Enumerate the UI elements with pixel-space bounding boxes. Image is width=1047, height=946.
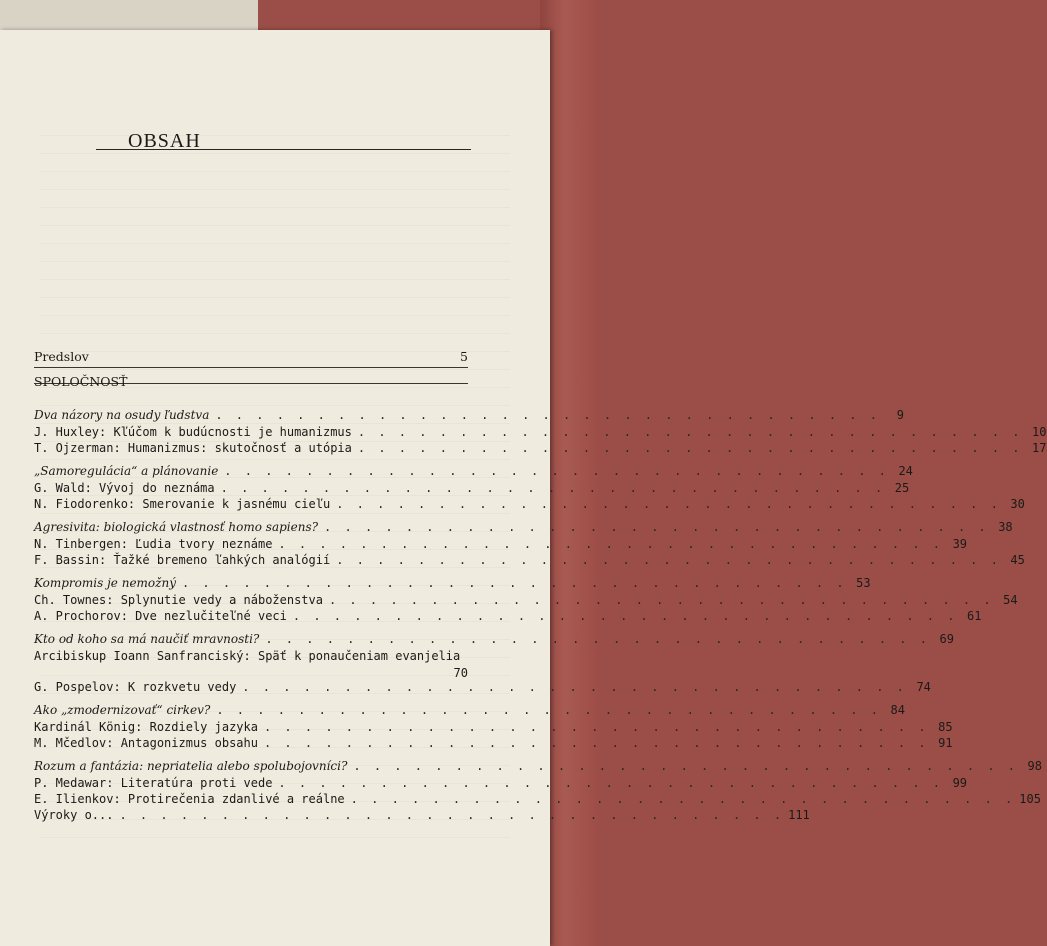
- toc-page-number: 24: [898, 464, 913, 478]
- toc-entry: [34, 680, 931, 696]
- toc-entry: [34, 441, 1047, 457]
- toc-entry-title: Kto od koho sa má naučiť mravnosti?: [34, 632, 260, 646]
- toc-entry-title: Kompromis je nemožný: [34, 576, 176, 590]
- toc-leader-dots: . . . . . . . . . . . . . . . . . . . . . . . . . . . . . . . . .: [336, 553, 1001, 567]
- toc-entry-title: N. Fiodorenko: Smerovanie k jasnému cieľu: [34, 497, 331, 511]
- toc-entry-title: Výroky o...: [34, 808, 114, 822]
- toc-leader-dots: . . . . . . . . . . . . . . . . . . . . . . . . . . . . . . . . .: [324, 520, 989, 534]
- toc-page-number: 30: [1010, 497, 1025, 511]
- toc-page-number: 25: [894, 481, 910, 495]
- toc-entry: [34, 464, 913, 480]
- toc-entry: [34, 808, 810, 824]
- book-page: [0, 30, 1047, 946]
- toc-page-number: 74: [916, 680, 931, 694]
- toc-entry: [34, 609, 982, 625]
- toc-leader-dots: . . . . . . . . . . . . . . . . . . . . . . . . . . . . . . . . .: [328, 593, 994, 607]
- toc-entry: [34, 649, 468, 683]
- toc-page-number: 9: [896, 408, 904, 422]
- toc-entry-title: „Samoregulácia“ a plánovanie: [34, 464, 219, 478]
- toc-page-number: 45: [1010, 553, 1025, 567]
- toc-entry: [34, 720, 953, 736]
- toc-leader-dots: . . . . . . . . . . . . . . . . . . . . . . . . . . . . . . . . .: [181, 576, 847, 590]
- toc-leader-dots: . . . . . . . . . . . . . . . . . . . . . . . . . . . . . . . . .: [216, 703, 881, 717]
- toc-page-number: 61: [967, 609, 982, 623]
- toc-entry: [34, 759, 1042, 775]
- toc-entry: [34, 736, 953, 752]
- toc-entry: [34, 553, 1025, 569]
- toc-leader-dots: . . . . . . . . . . . . . . . . . . . . . . . . . . . . . . . . .: [220, 481, 886, 495]
- toc-entry-title: Rozum a fantázia: nepriatelia alebo spolubojovníci?: [34, 759, 348, 773]
- toc-page-number: 69: [939, 632, 954, 646]
- toc-entry-title: A. Prochorov: Dve nezlučiteľné veci: [34, 609, 287, 623]
- toc-page-number: 98: [1027, 759, 1042, 773]
- toc-leader-dots: . . . . . . . . . . . . . . . . . . . . . . . . . . . . . . . . .: [119, 808, 785, 822]
- toc-entry-title: M. Mčedlov: Antagonizmus obsahu: [34, 736, 258, 750]
- toc-entry-title: T. Ojzerman: Humanizmus: skutočnosť a utópia: [34, 441, 352, 455]
- toc-entry: [34, 349, 468, 365]
- toc-entry-title: G. Wald: Vývoj do neznáma: [34, 481, 215, 495]
- toc-leader-dots: . . . . . . . . . . . . . . . . . . . . . . . . . . . . . . . . .: [292, 609, 958, 623]
- toc-page-number: 17: [1032, 441, 1047, 455]
- toc-entry: [34, 792, 1041, 808]
- toc-entry-title: SPOLOČNOSŤ: [34, 374, 128, 389]
- toc-page-number: 105: [1019, 792, 1041, 806]
- toc-page-number: 54: [1003, 593, 1018, 607]
- toc-entry: [34, 632, 954, 648]
- toc-entry-title: E. Ilienkov: Protirečenia zdanlivé a reálne: [34, 792, 345, 806]
- toc-leader-dots: . . . . . . . . . . . . . . . . . . . . . . . . . . . . . . . . .: [336, 497, 1001, 511]
- toc-entry: [34, 576, 871, 592]
- toc-page-number: 10: [1032, 425, 1047, 439]
- toc-leader-dots: . . . . . . . . . . . . . . . . . . . . . . . . . . . . . . . . .: [357, 425, 1023, 439]
- toc-entry-title: N. Tinbergen: Ľudia tvory neznáme: [34, 537, 273, 551]
- toc-page-number: 91: [938, 736, 953, 750]
- toc-leader-dots: . . . . . . . . . . . . . . . . . . . . . . . . . . . . . . . . .: [350, 792, 1016, 806]
- toc-entry-title: J. Huxley: Kľúčom k budúcnosti je humanizmus: [34, 425, 352, 439]
- toc-leader-dots: . . . . . . . . . . . . . . . . . . . . . . . . . . . . . . . . .: [278, 537, 944, 551]
- toc-entry-title: Predslov: [34, 349, 89, 364]
- toc-leader-dots: . . . . . . . . . . . . . . . . . . . . . . . . . . . . . . . . .: [353, 759, 1018, 773]
- toc-entry: [34, 593, 1018, 609]
- toc-page-number: 5: [460, 349, 468, 364]
- toc-entry: [34, 374, 468, 390]
- page-title: OBSAH: [128, 130, 201, 152]
- toc-leader-dots: . . . . . . . . . . . . . . . . . . . . . . . . . . . . . . . . .: [242, 680, 907, 694]
- toc-leader-dots: . . . . . . . . . . . . . . . . . . . . . . . . . . . . . . . . .: [215, 408, 880, 422]
- toc-entry-title: Ch. Townes: Splynutie vedy a náboženstva: [34, 593, 323, 607]
- toc-entry: [34, 425, 1047, 441]
- toc-page-number: 39: [952, 537, 968, 551]
- toc-entry: [34, 703, 905, 719]
- toc-page-number: 111: [788, 808, 810, 822]
- toc-entry-title: Agresivita: biologická vlastnosť homo sapiens?: [34, 520, 319, 534]
- toc-page-number: 70: [453, 666, 468, 680]
- book-cover-edge: [0, 0, 258, 32]
- toc-entry-title: G. Pospelov: K rozkvetu vedy: [34, 680, 237, 694]
- toc-entry-title: Ako „zmodernizovať“ cirkev?: [34, 703, 211, 717]
- toc-leader-dots: . . . . . . . . . . . . . . . . . . . . . . . . . . . . . . . . .: [265, 632, 930, 646]
- toc-entry: [34, 408, 904, 424]
- toc-page-number: 99: [952, 776, 968, 790]
- toc-leader-dots: . . . . . . . . . . . . . . . . . . . . . . . . . . . . . . . . .: [263, 736, 929, 750]
- toc-leader-dots: . . . . . . . . . . . . . . . . . . . . . . . . . . . . . . . . .: [278, 776, 944, 790]
- toc-entry: [34, 497, 1025, 513]
- toc-entry-title: P. Medawar: Literatúra proti vede: [34, 776, 273, 790]
- toc-entry-title: Dva názory na osudy ľudstva: [34, 408, 210, 422]
- toc-leader-dots: . . . . . . . . . . . . . . . . . . . . . . . . . . . . . . . . .: [357, 441, 1023, 455]
- toc-entry-title: F. Bassin: Ťažké bremeno ľahkých analógií: [34, 553, 331, 567]
- toc-leader-dots: . . . . . . . . . . . . . . . . . . . . . . . . . . . . . . . . .: [224, 464, 889, 478]
- toc-leader-dots: . . . . . . . . . . . . . . . . . . . . . . . . . . . . . . . . .: [263, 720, 929, 734]
- toc-page-number: 84: [890, 703, 905, 717]
- title-rule: [96, 149, 471, 150]
- section-divider: [34, 367, 468, 368]
- toc-page-number: 53: [856, 576, 871, 590]
- toc-entry: [34, 537, 968, 553]
- toc-entry: [34, 776, 968, 792]
- toc-entry-title: Arcibiskup Ioann Sanfranciský: Späť k ponaučeniam evanjelia: [34, 649, 461, 663]
- toc-entry: [34, 481, 910, 497]
- toc-entry: [34, 520, 1013, 536]
- toc-page-number: 85: [938, 720, 953, 734]
- toc-page-number: 38: [998, 520, 1013, 534]
- toc-entry-title: Kardinál König: Rozdiely jazyka: [34, 720, 258, 734]
